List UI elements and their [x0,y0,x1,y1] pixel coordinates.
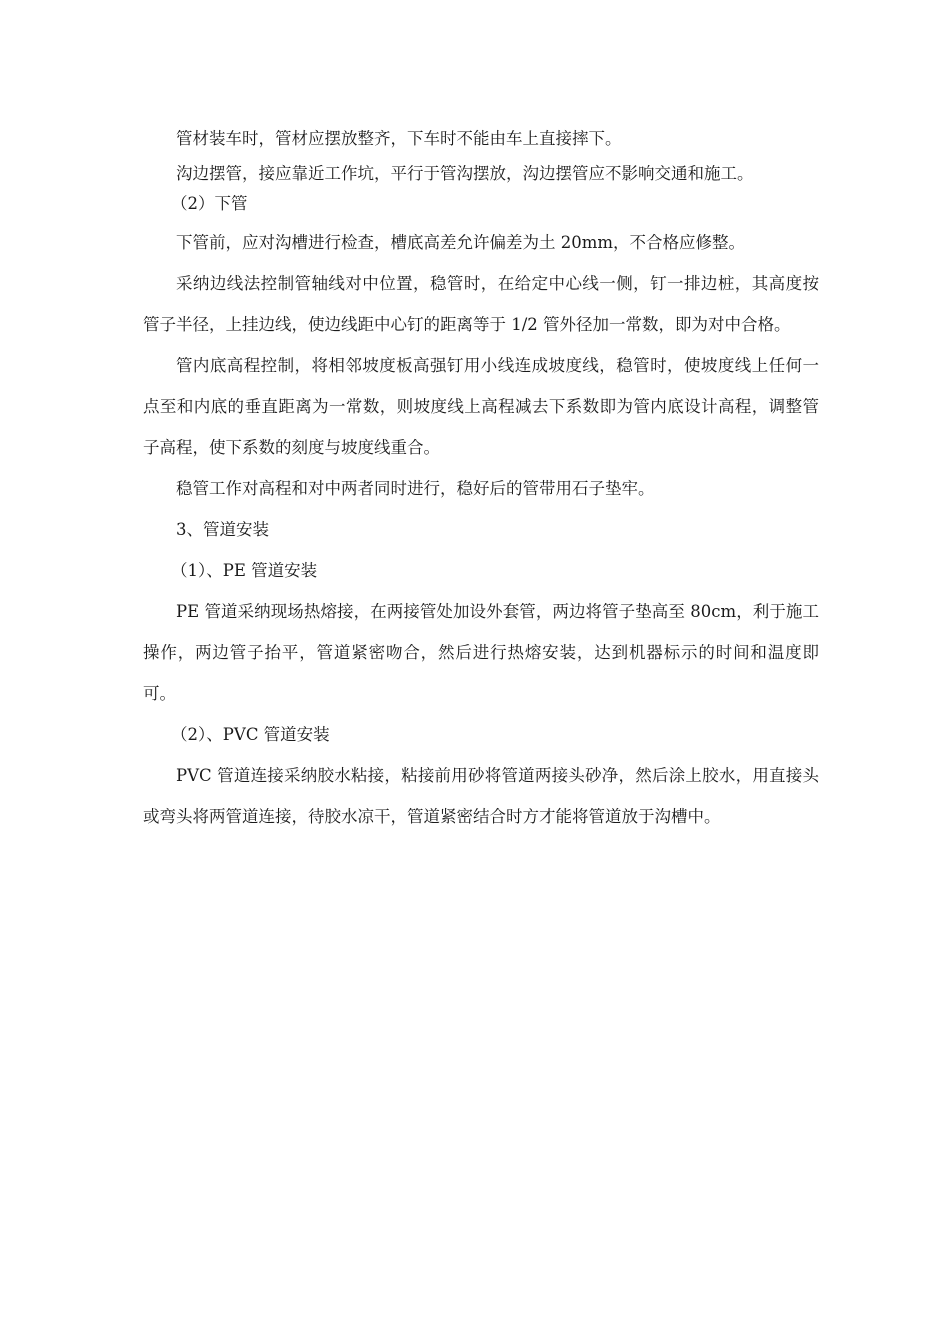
paragraph-trench-inspection: 下管前，应对沟槽进行检查，槽底高差允许偏差为土 20mm，不合格应修整。 [176,233,746,252]
paragraph-pipe-loading: 管材装车时，管材应摆放整齐，下车时不能由车上直接摔下。 [176,129,622,148]
paragraph-pipe-stabilizing: 稳管工作对高程和对中两者同时进行，稳好后的管带用石子垫牢。 [176,479,655,498]
document-body [143,118,819,837]
subheading-pvc-installation: （2）、PVC 管道安装 [171,725,330,744]
paragraph-pvc-installation: PVC 管道连接采纳胶水粘接，粘接前用砂将管道两接头砂净，然后涂上胶水，用直接头或弯头将两管道连接，待胶水凉干，管道紧密结合时方才能将管道放于沟槽中。 [143,766,819,826]
paragraph-elevation-control: 管内底高程控制，将相邻坡度板高强钉用小线连成坡度线，稳管时，使坡度线上任何一点至和内底的垂直距离为一常数，则坡度线上高程减去下系数即为管内底设计高程，调整管子高程，使下系数的刻度与坡度线重合。 [143,356,819,457]
subheading-lowering-pipe: （2）下管 [171,194,248,213]
subheading-pe-installation: （1）、PE 管道安装 [171,561,318,580]
paragraph-pe-installation: PE 管道采纳现场热熔接，在两接管处加设外套管，两边将管子垫高至 80cm，利于施工操作，两边管子抬平，管道紧密吻合，然后进行热熔安装，达到机器标示的时间和温度即可。 [143,602,819,703]
heading-pipe-installation: 3、管道安装 [176,520,269,539]
paragraph-alignment-control: 采纳边线法控制管轴线对中位置，稳管时，在给定中心线一侧，钉一排边桩，其高度按管子半径，上挂边线，使边线距中心钉的距离等于 1/2 管外径加一常数，即为对中合格。 [143,274,819,334]
paragraph-trench-side-placement: 沟边摆管，接应靠近工作坑，平行于管沟摆放，沟边摆管应不影响交通和施工。 [176,164,754,183]
